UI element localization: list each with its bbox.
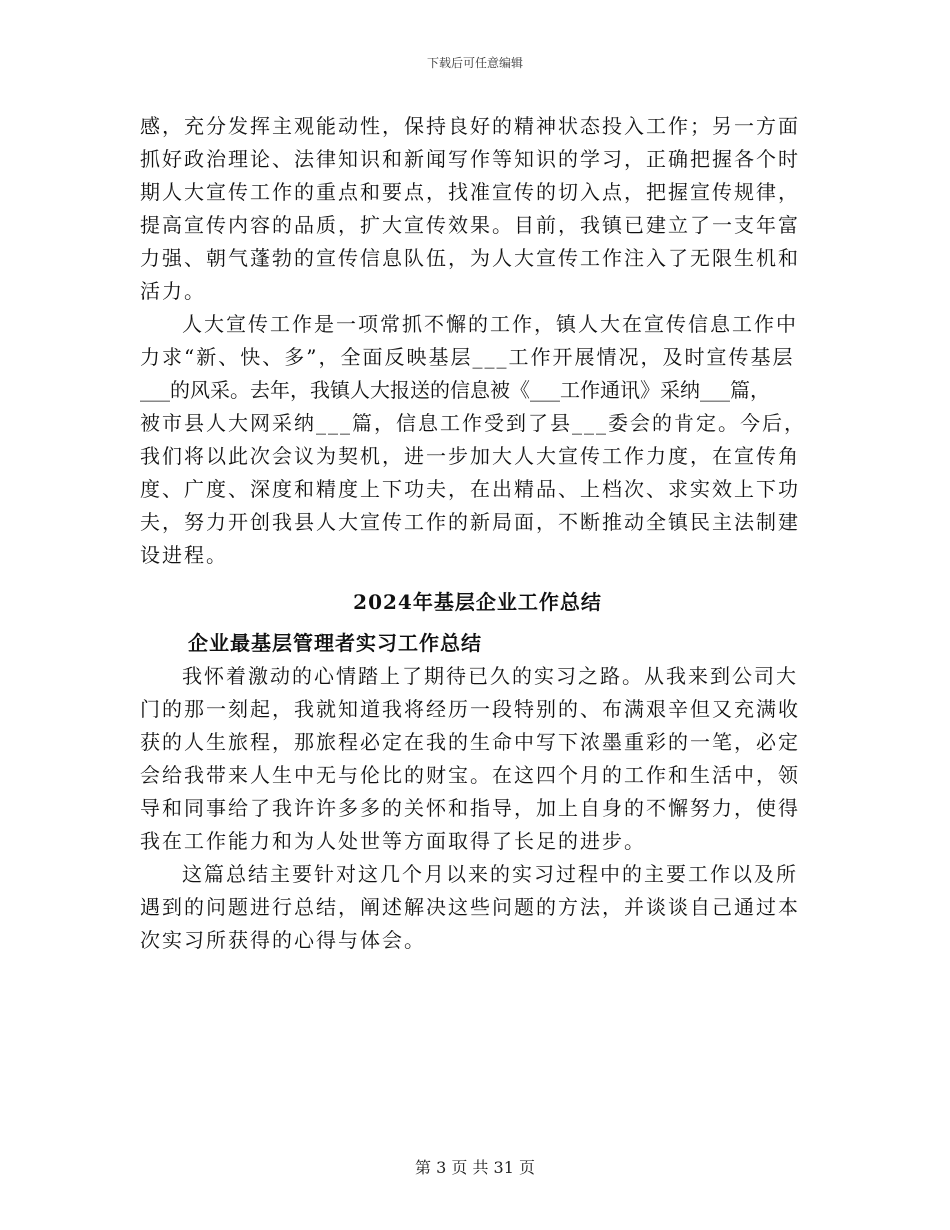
text-line: ___的风采。去年，我镇人大报送的信息被《___工作通讯》采纳___篇， [140, 378, 770, 402]
text-line: 抓好政治理论、法律知识和新闻写作等知识的学习，正确把握各个时 [140, 147, 800, 171]
text-line: 次实习所获得的心得与体会。 [140, 928, 426, 952]
text-line: 我怀着激动的心情踏上了期待已久的实习之路。从我来到公司大 [182, 664, 798, 688]
text-line: 度、广度、深度和精度上下功夫，在出精品、上档次、求实效上下功 [140, 477, 800, 501]
section-title: 2024年基层企业工作总结 [353, 590, 602, 614]
text-line: 感，充分发挥主观能动性，保持良好的精神状态投入工作；另一方面 [140, 114, 800, 138]
text-line: 这篇总结主要针对这几个月以来的实习过程中的主要工作以及所 [182, 862, 798, 886]
text-line: 提高宣传内容的品质，扩大宣传效果。目前，我镇已建立了一支年富 [140, 213, 800, 237]
text-line: 获的人生旅程，那旅程必定在我的生命中写下浓墨重彩的一笔，必定 [140, 730, 800, 754]
text-line: 夫，努力开创我县人大宣传工作的新局面，不断推动全镇民主法制建 [140, 510, 800, 534]
text-line: 导和同事给了我许许多多的关怀和指导，加上自身的不懈努力，使得 [140, 796, 800, 820]
text-line: 门的那一刻起，我就知道我将经历一段特别的、布满艰辛但又充满收 [140, 697, 800, 721]
text-line: 期人大宣传工作的重点和要点，找准宣传的切入点，把握宣传规律， [140, 180, 800, 204]
paragraph-summary-scope [140, 858, 815, 957]
section-subtitle: 企业最基层管理者实习工作总结 [188, 631, 482, 655]
text-line: 设进程。 [140, 543, 228, 567]
paragraph-internship-intro [140, 660, 815, 858]
page-header: 下载后可任意编辑 [426, 56, 523, 70]
text-line: 我在工作能力和为人处世等方面取得了长足的进步。 [140, 829, 646, 853]
text-line: 力求“新、快、多”，全面反映基层___工作开展情况，及时宣传基层 [140, 345, 795, 369]
text-line: 遇到的问题进行总结，阐述解决这些问题的方法，并谈谈自己通过本 [140, 895, 800, 919]
text-line: 人大宣传工作是一项常抓不懈的工作，镇人大在宣传信息工作中 [182, 312, 798, 336]
text-line: 被市县人大网采纳___篇，信息工作受到了县___委会的肯定。今后， [140, 411, 806, 435]
page-number-footer: 第 3 页 共 31 页 [415, 1158, 535, 1177]
paragraph-propaganda-work [140, 308, 815, 572]
document-body [140, 110, 815, 957]
text-line: 活力。 [140, 279, 206, 303]
paragraph-continuation [140, 110, 815, 308]
text-line: 力强、朝气蓬勃的宣传信息队伍，为人大宣传工作注入了无限生机和 [140, 246, 800, 270]
text-line: 会给我带来人生中无与伦比的财宝。在这四个月的工作和生活中，领 [140, 763, 800, 787]
text-line: 我们将以此次会议为契机，进一步加大人大宣传工作力度，在宣传角 [140, 444, 800, 468]
